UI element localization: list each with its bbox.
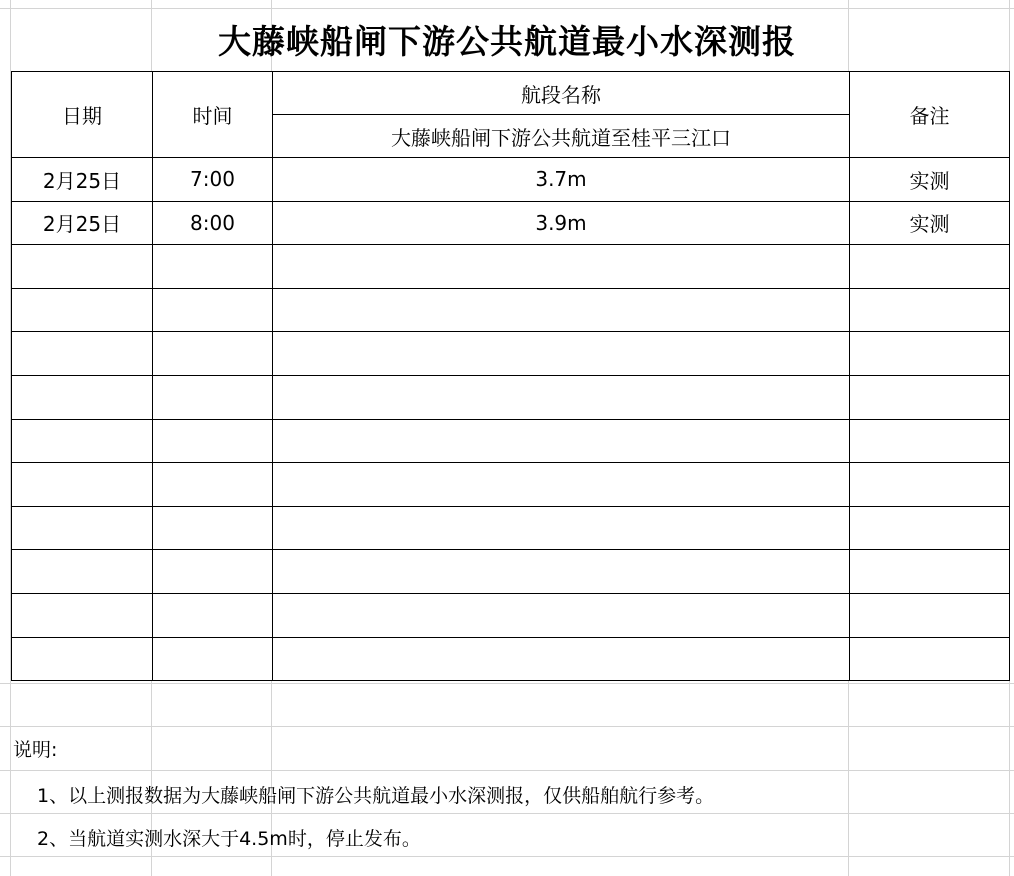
grid-line <box>0 683 1014 684</box>
header-date[interactable]: 日期 <box>12 72 153 158</box>
cell-date[interactable] <box>12 593 153 637</box>
cell-remark[interactable] <box>850 506 1010 550</box>
depth-report-table <box>11 71 1010 681</box>
cell-date[interactable] <box>12 288 153 332</box>
cell-date[interactable] <box>12 419 153 463</box>
table-row <box>12 593 1010 637</box>
cell-remark[interactable]: 实测 <box>850 158 1010 202</box>
cell-depth[interactable] <box>273 245 850 289</box>
cell-remark[interactable] <box>850 332 1010 376</box>
cell-date[interactable] <box>12 637 153 681</box>
cell-time[interactable] <box>153 419 273 463</box>
cell-depth[interactable] <box>273 506 850 550</box>
cell-remark[interactable] <box>850 593 1010 637</box>
cell-depth[interactable] <box>273 288 850 332</box>
notes-label: 说明: <box>13 739 58 761</box>
report-title: 大藤峡船闸下游公共航道最小水深测报 <box>218 21 796 61</box>
cell-remark[interactable] <box>850 419 1010 463</box>
grid-line <box>0 770 1014 771</box>
cell-remark[interactable] <box>850 288 1010 332</box>
cell-time[interactable] <box>153 245 273 289</box>
table-row <box>12 637 1010 681</box>
table-row <box>12 288 1010 332</box>
cell-remark[interactable] <box>850 550 1010 594</box>
cell-remark[interactable] <box>850 245 1010 289</box>
cell-time[interactable]: 7:00 <box>153 158 273 202</box>
cell-remark[interactable]: 实测 <box>850 201 1010 245</box>
header-segment-name[interactable]: 航段名称 <box>273 72 850 115</box>
cell-time[interactable] <box>153 593 273 637</box>
grid-line <box>0 856 1014 857</box>
cell-depth[interactable] <box>273 463 850 507</box>
table-row <box>12 550 1010 594</box>
table-row <box>12 158 1010 202</box>
cell-date[interactable] <box>12 245 153 289</box>
cell-time[interactable] <box>153 375 273 419</box>
table-row <box>12 375 1010 419</box>
note-item: 2、当航道实测水深大于4.5m时，停止发布。 <box>37 828 421 850</box>
header-row <box>12 72 1010 115</box>
cell-depth[interactable] <box>273 593 850 637</box>
cell-date[interactable] <box>12 463 153 507</box>
cell-depth[interactable]: 3.9m <box>273 201 850 245</box>
cell-remark[interactable] <box>850 375 1010 419</box>
table-row <box>12 332 1010 376</box>
cell-depth[interactable] <box>273 375 850 419</box>
note-item: 1、以上测报数据为大藤峡船闸下游公共航道最小水深测报，仅供船舶航行参考。 <box>37 785 715 807</box>
cell-time[interactable] <box>153 332 273 376</box>
table-row <box>12 201 1010 245</box>
cell-time[interactable] <box>153 550 273 594</box>
cell-depth[interactable] <box>273 419 850 463</box>
cell-depth[interactable]: 3.7m <box>273 158 850 202</box>
cell-date[interactable]: 2月25日 <box>12 201 153 245</box>
cell-time[interactable] <box>153 506 273 550</box>
cell-time[interactable] <box>153 637 273 681</box>
table-row <box>12 463 1010 507</box>
grid-line <box>0 813 1014 814</box>
cell-depth[interactable] <box>273 332 850 376</box>
cell-date[interactable] <box>12 375 153 419</box>
cell-time[interactable] <box>153 463 273 507</box>
cell-time[interactable]: 8:00 <box>153 201 273 245</box>
cell-date[interactable] <box>12 550 153 594</box>
cell-depth[interactable] <box>273 637 850 681</box>
table-row <box>12 506 1010 550</box>
cell-time[interactable] <box>153 288 273 332</box>
cell-date[interactable] <box>12 332 153 376</box>
grid-line <box>0 726 1014 727</box>
table-row <box>12 419 1010 463</box>
cell-remark[interactable] <box>850 463 1010 507</box>
table-row <box>12 245 1010 289</box>
header-time[interactable]: 时间 <box>153 72 273 158</box>
cell-remark[interactable] <box>850 637 1010 681</box>
cell-date[interactable] <box>12 506 153 550</box>
header-remark[interactable]: 备注 <box>850 72 1010 158</box>
cell-date[interactable]: 2月25日 <box>12 158 153 202</box>
cell-depth[interactable] <box>273 550 850 594</box>
header-segment[interactable]: 大藤峡船闸下游公共航道至桂平三江口 <box>273 115 850 158</box>
